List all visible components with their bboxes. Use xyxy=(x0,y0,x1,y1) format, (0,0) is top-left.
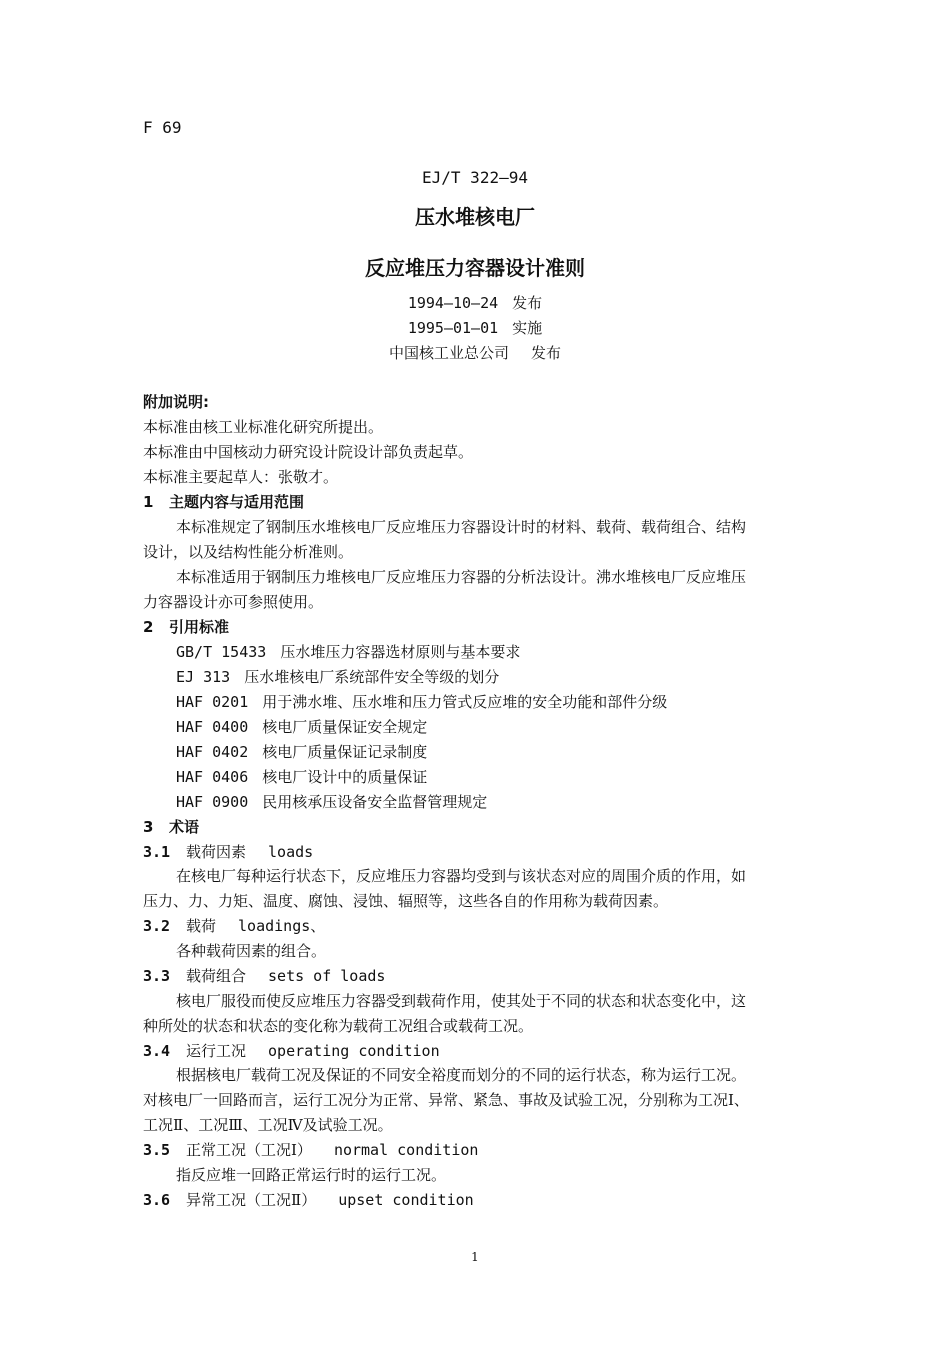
term-cn: 载荷 xyxy=(186,917,217,935)
reference-item xyxy=(176,742,427,762)
paragraph-line: 工况Ⅱ、工况Ⅲ、工况Ⅳ及试验工况。 xyxy=(143,1116,393,1134)
publish-info xyxy=(0,292,950,313)
term-cn: 载荷组合 xyxy=(186,967,247,985)
term-number: 3.1 xyxy=(143,843,171,861)
reference-code: HAF 0201 xyxy=(176,693,249,711)
section-1-heading xyxy=(143,492,304,512)
term-cn: 正常工况（工况Ⅰ） xyxy=(186,1141,312,1159)
section-title: 术语 xyxy=(169,818,200,836)
paragraph-line: 指反应堆一回路正常运行时的运行工况。 xyxy=(176,1166,447,1184)
publish-date: 1994—10—24 xyxy=(407,294,499,312)
section-number: 1 xyxy=(143,493,154,511)
term-en: operating condition xyxy=(268,1042,440,1060)
section-title: 主题内容与适用范围 xyxy=(169,493,305,511)
term-number: 3.6 xyxy=(143,1191,171,1209)
section-title: 引用标准 xyxy=(169,618,230,636)
notes-line: 本标准由核工业标准化研究所提出。 xyxy=(143,418,384,436)
term-number: 3.3 xyxy=(143,967,171,985)
reference-code: GB/T 15433 xyxy=(176,643,267,661)
paragraph-line: 根据核电厂载荷工况及保证的不同安全裕度而划分的不同的运行状态，称为运行工况。 xyxy=(176,1066,747,1084)
paragraph-line: 种所处的状态和状态的变化称为载荷工况组合或载荷工况。 xyxy=(143,1017,534,1035)
paragraph-line: 对核电厂一回路而言，运行工况分为正常、异常、紧急、事故及试验工况，分别称为工况Ⅰ、 xyxy=(143,1091,749,1109)
publish-label: 发布 xyxy=(512,294,543,312)
term-number: 3.4 xyxy=(143,1042,171,1060)
implementation-label: 实施 xyxy=(512,319,543,337)
reference-name: 核电厂质量保证安全规定 xyxy=(262,718,428,736)
organization-name: 中国核工业总公司 xyxy=(388,344,509,362)
section-number: 2 xyxy=(143,618,154,636)
notes-heading: 附加说明: xyxy=(143,393,209,411)
term-3-2 xyxy=(143,916,325,936)
term-3-4 xyxy=(143,1041,440,1061)
term-en: sets of loads xyxy=(268,967,386,985)
paragraph-line: 各种载荷因素的组合。 xyxy=(176,942,327,960)
term-en: normal condition xyxy=(333,1141,479,1159)
organization-label: 发布 xyxy=(531,344,562,362)
reference-item xyxy=(176,792,487,812)
reference-code: HAF 0406 xyxy=(176,768,249,786)
reference-item xyxy=(176,767,427,787)
term-3-6 xyxy=(143,1190,474,1210)
reference-name: 压水堆压力容器选材原则与基本要求 xyxy=(280,643,521,661)
reference-item xyxy=(176,667,499,687)
reference-item xyxy=(176,642,520,662)
title-line-1: 压水堆核电厂 xyxy=(415,205,535,229)
paragraph-line: 设计，以及结构性能分析准则。 xyxy=(143,543,354,561)
reference-code: EJ 313 xyxy=(176,668,231,686)
term-3-1 xyxy=(143,842,313,862)
term-cn: 载荷因素 xyxy=(186,843,247,861)
section-number: 3 xyxy=(143,818,154,836)
paragraph-line: 本标准适用于钢制压力堆核电厂反应堆压力容器的分析法设计。沸水堆核电厂反应堆压 xyxy=(176,568,747,586)
term-cn: 异常工况（工况Ⅱ） xyxy=(186,1191,317,1209)
reference-code: HAF 0900 xyxy=(176,793,249,811)
standard-number: EJ/T 322—94 xyxy=(422,168,528,187)
issuing-organization xyxy=(0,342,950,363)
implementation-info xyxy=(0,317,950,338)
term-en: loads xyxy=(268,843,314,861)
classification-code: F 69 xyxy=(143,118,182,137)
reference-name: 民用核承压设备安全监督管理规定 xyxy=(262,793,488,811)
term-cn: 运行工况 xyxy=(186,1042,247,1060)
paragraph-line: 本标准规定了钢制压水堆核电厂反应堆压力容器设计时的材料、载荷、载荷组合、结构 xyxy=(176,518,747,536)
implementation-date: 1995—01—01 xyxy=(407,319,499,337)
term-3-5 xyxy=(143,1140,478,1160)
section-3-heading xyxy=(143,817,199,837)
page-number: 1 xyxy=(471,1250,479,1264)
reference-name: 核电厂设计中的质量保证 xyxy=(262,768,428,786)
notes-line: 本标准由中国核动力研究设计院设计部负责起草。 xyxy=(143,443,474,461)
reference-code: HAF 0400 xyxy=(176,718,249,736)
paragraph-line: 在核电厂每种运行状态下，反应堆压力容器均受到与该状态对应的周围介质的作用，如 xyxy=(176,867,747,885)
section-2-heading xyxy=(143,617,229,637)
term-en: upset condition xyxy=(338,1191,474,1209)
reference-item xyxy=(176,717,427,737)
title-line-2: 反应堆压力容器设计准则 xyxy=(365,256,585,280)
paragraph-line: 力容器设计亦可参照使用。 xyxy=(143,593,324,611)
reference-name: 用于沸水堆、压水堆和压力管式反应堆的安全功能和部件分级 xyxy=(262,693,668,711)
term-number: 3.2 xyxy=(143,917,171,935)
reference-item xyxy=(176,692,667,712)
term-3-3 xyxy=(143,966,385,986)
reference-name: 压水堆核电厂系统部件安全等级的划分 xyxy=(244,668,500,686)
paragraph-line: 核电厂服役而使反应堆压力容器受到载荷作用，使其处于不同的状态和状态变化中，这 xyxy=(176,992,747,1010)
paragraph-line: 压力、力、力矩、温度、腐蚀、浸蚀、辐照等，这些各自的作用称为载荷因素。 xyxy=(143,892,669,910)
reference-name: 核电厂质量保证记录制度 xyxy=(262,743,428,761)
term-number: 3.5 xyxy=(143,1141,171,1159)
notes-line: 本标准主要起草人：张敬才。 xyxy=(143,468,339,486)
reference-code: HAF 0402 xyxy=(176,743,249,761)
term-en: loadings、 xyxy=(238,917,326,935)
